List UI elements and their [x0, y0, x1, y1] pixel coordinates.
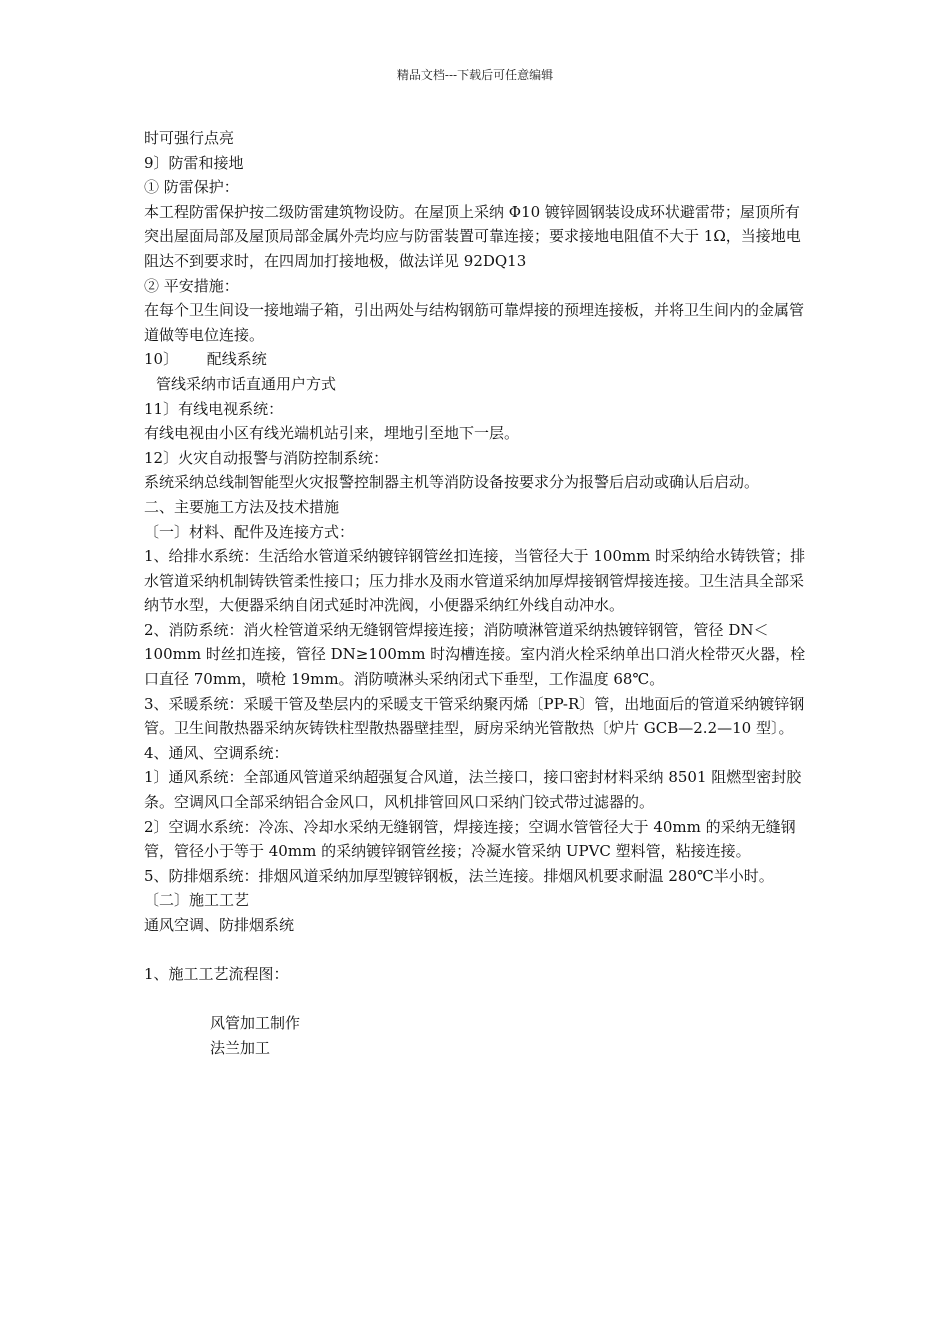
subsection-heading: ① 防雷保护： [144, 178, 239, 197]
chapter-heading: 二、主要施工方法及技术措施 [144, 497, 340, 516]
paragraph: 系统采纳总线制智能型火灾报警控制器主机等消防设备按要求分为报警后启动或确认后启动。 [144, 473, 760, 492]
document-body [144, 126, 808, 1061]
section-heading: 10〕 配线系统 [144, 350, 267, 369]
text-line: 时可强行点亮 [144, 129, 235, 147]
flowchart-step: 风管加工制作 [210, 1014, 301, 1033]
paragraph: 5、防排烟系统：排烟风道采纳加厚型镀锌钢板，法兰连接。排烟风机要求耐温 280℃半小时。 [144, 866, 774, 885]
paragraph: 管线采纳市话直通用户方式 [156, 374, 337, 393]
section-heading: 12〕火灾自动报警与消防控制系统： [144, 448, 389, 467]
subsection-heading: ② 平安措施： [144, 276, 239, 295]
section-heading: 4、通风、空调系统： [144, 743, 289, 762]
paragraph: 本工程防雷保护按二级防雷建筑物设防。在屋顶上采纳 Φ10 镀锌圆钢装设成环状避雷带；屋顶所有突出屋面局部及屋顶局部金属外壳均应与防雷装置可靠连接；要求接地电阻值不大于 1Ω，当接地电阻达不到要求时，在四周加打接地极，做法详见 92DQ13 [144, 202, 801, 270]
page-header: 精品文档---下载后可任意编辑 [396, 68, 554, 82]
blank-line [144, 938, 808, 963]
paragraph: 有线电视由小区有线光端机站引来，埋地引至地下一层。 [144, 424, 520, 443]
flowchart-step: 法兰加工 [210, 1038, 271, 1057]
text-line: 1、施工工艺流程图： [144, 965, 289, 984]
paragraph: 1、给排水系统：生活给水管道采纳镀锌钢管丝扣连接，当管径大于 100mm 时采纳给水铸铁管；排水管道采纳机制铸铁管柔性接口；压力排水及雨水管道采纳加厚焊接钢管焊接连接。卫生洁具全部采纳节水型，大便器采纳自闭式延时冲洗阀，小便器采纳红外线自动冲水。 [144, 547, 806, 615]
paragraph: 2、消防系统：消火栓管道采纳无缝钢管焊接连接；消防喷淋管道采纳热镀锌钢管，管径 DN＜100mm 时丝扣连接，管径 DN≥100mm 时沟槽连接。室内消火栓采纳单出口消火栓带灭火器，栓口直径 70mm，喷枪 19mm。消防喷淋头采纳闭式下垂型，工作温度 68℃。 [144, 620, 806, 689]
paragraph: 3、采暖系统：采暖干管及垫层内的采暖支干管采纳聚丙烯〔PP-R〕管，出地面后的管道采纳镀锌钢管。卫生间散热器采纳灰铸铁柱型散热器壁挂型，厨房采纳光管散热〔炉片 GCB—2.2—10 型〕。 [144, 694, 805, 738]
section-heading: 〔一〕材料、配件及连接方式： [144, 522, 355, 541]
blank-line [144, 987, 808, 1012]
paragraph: 2〕空调水系统：冷冻、冷却水采纳无缝钢管，焊接连接；空调水管管径大于 40mm 的采纳无缝钢管，管径小于等于 40mm 的采纳镀锌钢管丝接；冷凝水管采纳 UPVC 塑料管，粘接连接。 [144, 817, 796, 861]
section-heading: 11〕有线电视系统： [144, 399, 284, 418]
section-heading: 〔二〕施工工艺 [144, 891, 250, 910]
paragraph: 1〕通风系统：全部通风管道采纳超强复合风道，法兰接口，接口密封材料采纳 8501 阻燃型密封胶条。空调风口全部采纳铝合金风口，风机排管回风口采纳门铰式带过滤器的。 [144, 768, 802, 812]
section-heading: 9〕防雷和接地 [144, 153, 244, 172]
text-line: 通风空调、防排烟系统 [144, 916, 295, 934]
paragraph: 在每个卫生间设一接地端子箱，引出两处与结构钢筋可靠焊接的预埋连接板，并将卫生间内的金属管道做等电位连接。 [144, 301, 805, 344]
